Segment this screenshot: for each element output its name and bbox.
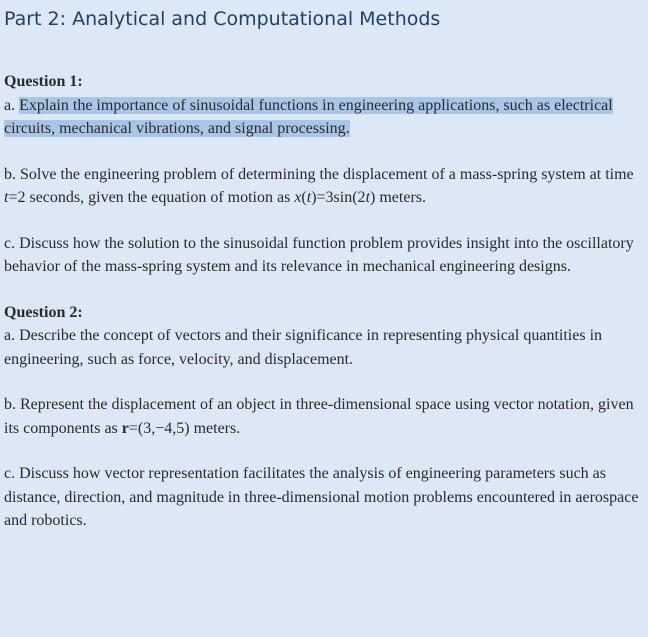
question-2-heading: Question 2: [4, 303, 83, 321]
text-segment: ( [301, 189, 307, 206]
question-2-part-c: c. Discuss how vector representation facilitates the analysis of engineering parameters such as distance, direction, and magnitude in three-dimensional motion problems encountered in aerospace and robotics. [4, 465, 639, 529]
highlighted-text[interactable]: Explain the importance of sinusoidal functions in engineering applications, such as electrical circuits, mechanical vibrations, and signal processing. [4, 96, 613, 137]
question-1-part-a [4, 94, 640, 141]
question-1-part-c: c. Discuss how the solution to the sinusoidal function problem provides insight into the oscillatory behavior of the mass-spring system and its relevance in mechanical engineering designs. [4, 234, 634, 275]
vector-symbol-r: r [121, 419, 129, 437]
text-segment: =(3,−4,5) meters. [128, 419, 241, 437]
text-segment: b. Solve the engineering problem of determining the displacement of a mass-spring system at time [4, 165, 634, 183]
math-variable-x: x [294, 189, 302, 206]
part-a-prefix: a. [4, 96, 20, 114]
math-variable-t: t [4, 189, 9, 206]
question-1 [4, 70, 640, 279]
question-2-part-b [4, 393, 640, 440]
question-1-heading: Question 1: [4, 73, 83, 90]
text-segment: )=3sin(2 [311, 189, 366, 206]
part-title: Part 2: Analytical and Computational Methods [4, 8, 441, 30]
text-segment: ) meters. [370, 189, 426, 206]
text-segment: =2 seconds, given the equation of motion as [8, 189, 295, 206]
question-1-part-b [4, 163, 640, 210]
question-2 [4, 301, 640, 533]
math-variable-t: t [365, 189, 371, 206]
text-segment: b. Represent the displacement of an object in three-dimensional space using vector notation, given its components as [4, 396, 634, 437]
question-2-part-a: a. Describe the concept of vectors and their significance in representing physical quantities in engineering, such as force, velocity, and displacement. [4, 327, 603, 368]
math-variable-t: t [306, 189, 312, 206]
